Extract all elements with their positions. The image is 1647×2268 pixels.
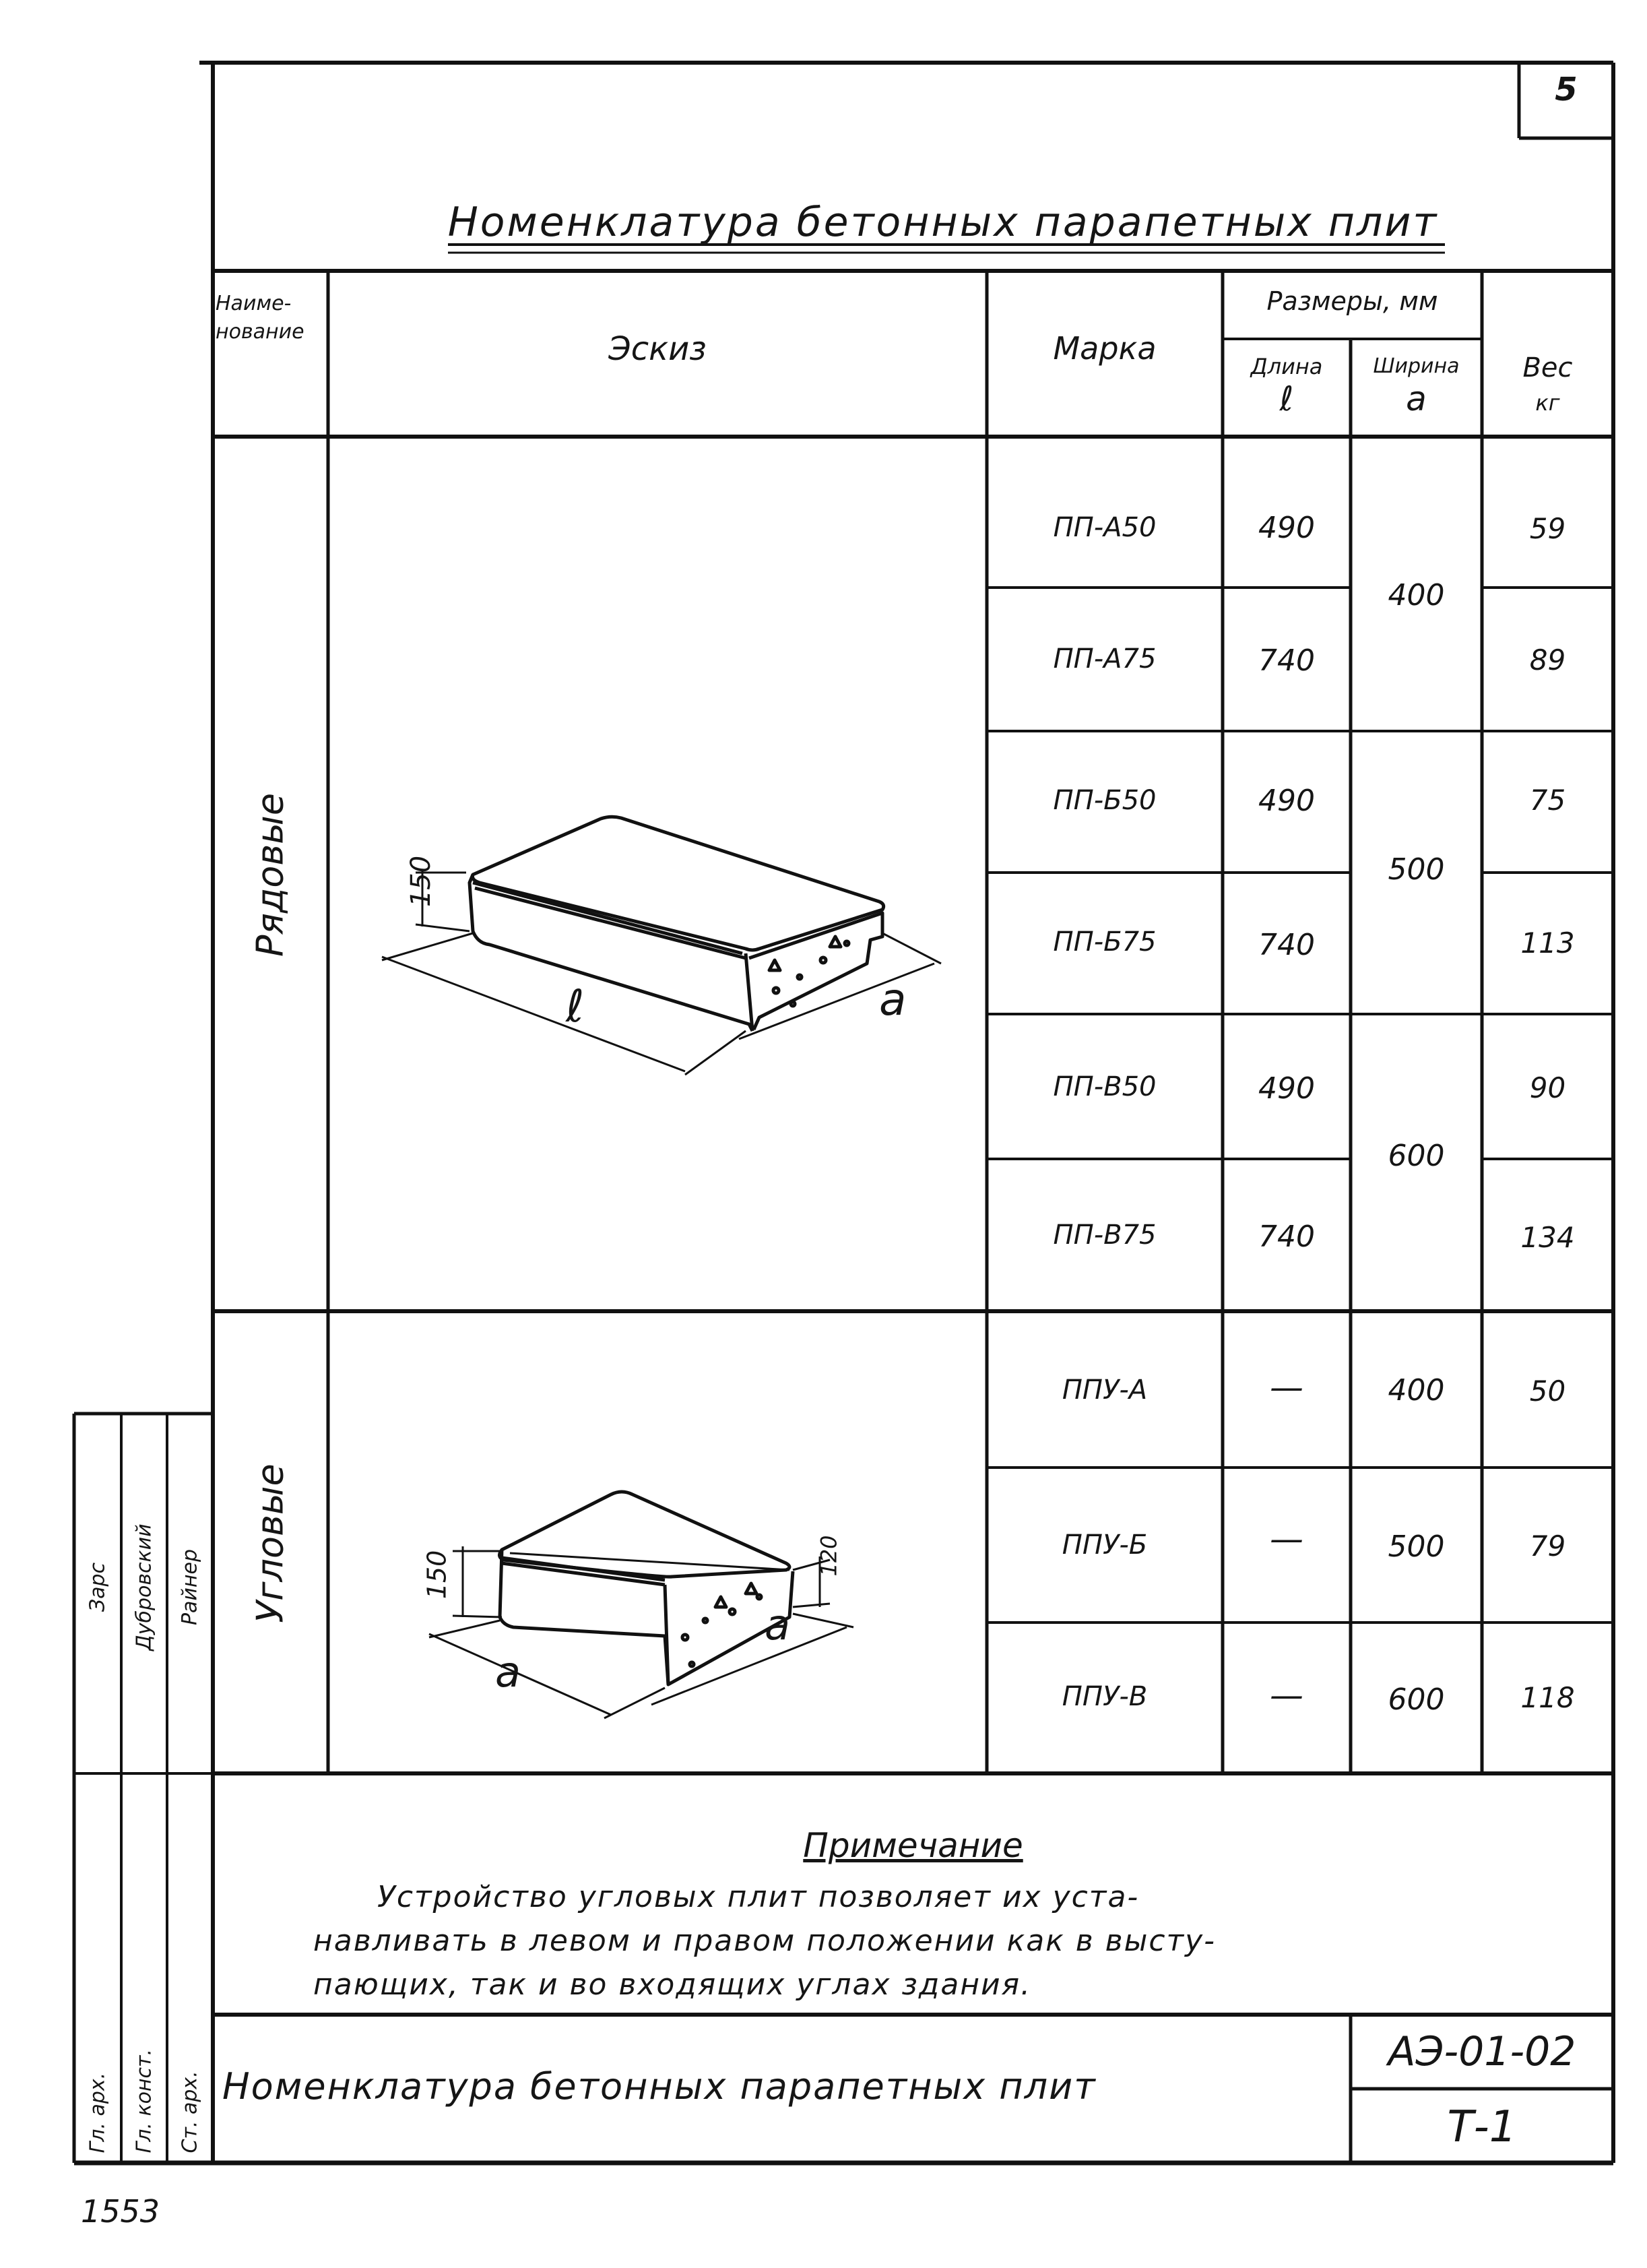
row-mark: ППУ-В xyxy=(1062,1681,1148,1712)
corner-height-150-label: 150 xyxy=(422,1550,452,1600)
row-mark: ПП-А50 xyxy=(1053,512,1157,543)
row-mark: ППУ-Б xyxy=(1062,1530,1148,1561)
side-stamp-name-3: Райнер xyxy=(178,1548,202,1626)
row-length: 490 xyxy=(1258,1071,1315,1106)
header-length-symbol: ℓ xyxy=(1279,379,1294,418)
row-length: 490 xyxy=(1258,511,1315,545)
row-length: 490 xyxy=(1258,784,1315,818)
page-title: Номенклатура бетонных парапетных плит xyxy=(447,199,1439,246)
header-sketch: Эскиз xyxy=(608,330,707,368)
row-mark: ПП-А75 xyxy=(1053,643,1157,674)
header-width-symbol: a xyxy=(1406,379,1427,418)
row-weight: 59 xyxy=(1529,512,1566,545)
header-name xyxy=(216,290,304,346)
doc-code: АЭ-01-02 xyxy=(1388,2028,1576,2075)
row-weight: 118 xyxy=(1520,1681,1575,1714)
row-width: 400 xyxy=(1388,1373,1445,1408)
row-weight: 113 xyxy=(1520,926,1575,959)
width-merged: 500 xyxy=(1388,852,1445,887)
corner-height-120-label: 120 xyxy=(816,1535,842,1577)
note-line: навливать в левом и правом положении как в высту- xyxy=(313,1924,1217,1958)
row-width: 600 xyxy=(1388,1682,1445,1717)
row-length: — xyxy=(1270,1676,1303,1715)
row-length: — xyxy=(1270,1368,1303,1407)
width-merged: 600 xyxy=(1388,1139,1445,1173)
header-name-line2: нование xyxy=(216,320,304,344)
row-mark: ПП-Б75 xyxy=(1053,926,1157,957)
row-weight: 79 xyxy=(1529,1530,1566,1563)
side-stamp-role-2: Гл. конст. xyxy=(132,2048,156,2153)
group-corner-label: Угловые xyxy=(249,1463,292,1623)
ordinary-height-label: 150 xyxy=(406,855,437,908)
header-weight-line1: Вес xyxy=(1522,352,1573,383)
group-ordinary-label: Рядовые xyxy=(249,792,292,957)
row-mark: ПП-В50 xyxy=(1053,1071,1157,1102)
side-stamp-role-1: Гл. арх. xyxy=(86,2072,110,2153)
sheet-number: 5 xyxy=(1555,71,1578,108)
sheet-code: Т-1 xyxy=(1447,2102,1517,2152)
header-width xyxy=(1351,350,1482,418)
side-stamp-role-3: Ст. арх. xyxy=(178,2071,202,2153)
row-length: 740 xyxy=(1258,928,1315,962)
ordinary-length-label: ℓ xyxy=(566,980,585,1032)
corner-width-label-right: a xyxy=(765,1600,790,1649)
row-mark: ПП-В75 xyxy=(1053,1220,1157,1251)
width-merged: 400 xyxy=(1388,578,1445,612)
page-footer-number: 1553 xyxy=(81,2193,160,2230)
row-length: — xyxy=(1270,1519,1303,1558)
header-width-line1: Ширина xyxy=(1373,354,1460,378)
row-weight: 75 xyxy=(1529,784,1566,817)
corner-width-label-left: a xyxy=(495,1647,521,1697)
row-weight: 90 xyxy=(1529,1071,1566,1104)
ordinary-width-label: a xyxy=(879,974,907,1026)
side-stamp-name-1: Зарс xyxy=(86,1562,110,1612)
row-length: 740 xyxy=(1258,1220,1315,1254)
note-title: Примечание xyxy=(803,1826,1023,1865)
header-length xyxy=(1223,350,1351,418)
row-weight: 50 xyxy=(1529,1375,1566,1408)
header-sizes: Размеры, мм xyxy=(1266,286,1438,316)
row-width: 500 xyxy=(1388,1530,1445,1564)
note-line: Устройство угловых плит позволяет их уста- xyxy=(377,1880,1140,1914)
row-length: 740 xyxy=(1258,643,1315,678)
header-length-line1: Длина xyxy=(1250,354,1323,379)
header-weight-unit: кг xyxy=(1535,390,1560,416)
header-weight xyxy=(1482,350,1613,420)
row-weight: 134 xyxy=(1520,1221,1575,1254)
stamp-title: Номенклатура бетонных парапетных плит xyxy=(222,2065,1097,2108)
side-stamp-name-2: Дубровский xyxy=(132,1523,156,1651)
header-name-line1: Наиме- xyxy=(216,292,292,315)
row-mark: ПП-Б50 xyxy=(1053,785,1157,816)
row-weight: 89 xyxy=(1529,643,1566,676)
ordinary-slab-sketch xyxy=(328,775,987,1092)
row-mark: ППУ-А xyxy=(1062,1375,1148,1406)
note-line: пающих, так и во входящих углах здания. xyxy=(313,1967,1032,2002)
header-mark: Марка xyxy=(1053,330,1157,367)
